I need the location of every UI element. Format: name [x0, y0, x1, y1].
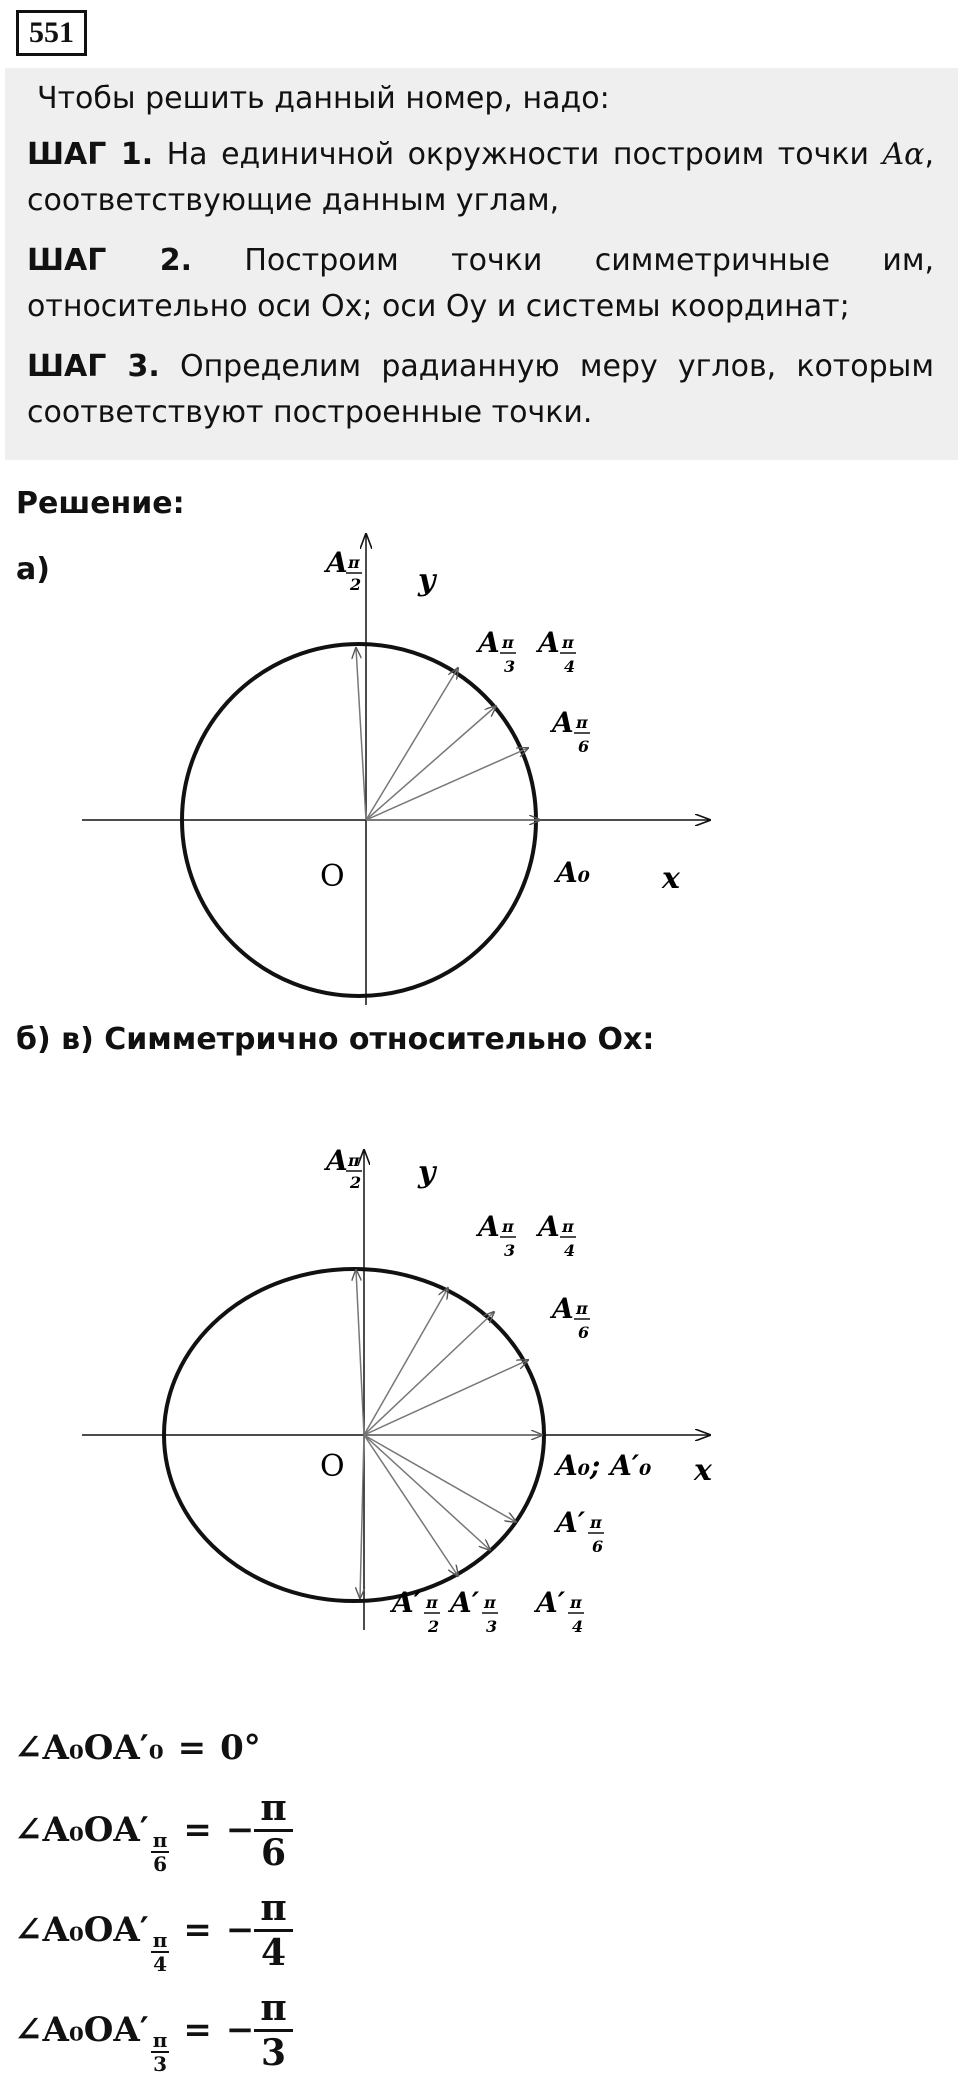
vector-pi6 [366, 748, 528, 820]
formula-1-rhs-num: π [254, 1787, 292, 1832]
label-a-pi4: A [538, 1210, 560, 1243]
label-x: x [662, 861, 680, 896]
label-a-pi2-num: π [348, 1151, 360, 1170]
label-a-pi2: A [326, 546, 348, 579]
step-1-text: На единичной окружности построим точки [166, 137, 869, 172]
label-a-pi3: A [478, 626, 500, 659]
vector-pi2 [356, 1270, 364, 1435]
formula-0-lhs: ∠A₀OA′₀ [14, 1728, 164, 1768]
solution-heading: Решение: [16, 486, 185, 521]
step-3-label: ШАГ 3. [27, 349, 160, 384]
formula-3-rhs-num: π [254, 1987, 292, 2032]
formula-2-rhs-den: 4 [261, 1931, 287, 1974]
step-3 [27, 344, 934, 436]
vector-pi4 [366, 706, 496, 820]
formula-2-lhs: ∠A₀OA′ [14, 1910, 149, 1950]
part-a-label: а) [16, 552, 50, 587]
formula-1-lhs: ∠A₀OA′ [14, 1810, 149, 1850]
equals-sign: = [183, 1910, 212, 1950]
formula-1-sub-num: π [152, 1828, 168, 1852]
formula-2-rhs-num: π [254, 1887, 292, 1932]
label-y: y [418, 563, 436, 598]
formula-2-sub-num: π [152, 1928, 168, 1952]
label-ap-pi3: A′ [450, 1586, 480, 1619]
label-a-pi6-den: 6 [578, 737, 590, 756]
formula-3 [14, 1980, 293, 2080]
label-ap-pi2: A′ [392, 1586, 422, 1619]
part-bv-label: б) в) Симметрично относительно Ох: [16, 1022, 655, 1057]
label-a-pi6-den: 6 [578, 1323, 590, 1342]
vector-neg-pi3 [364, 1435, 458, 1576]
label-a-pi6-num: π [576, 1299, 588, 1318]
equals-sign: = [177, 1728, 207, 1768]
formula-3-sub-num: π [152, 2028, 168, 2052]
formula-3-rhs-den: 3 [261, 2031, 287, 2074]
problem-number: 551 [16, 10, 87, 56]
label-ap-pi4-num: π [570, 1593, 582, 1612]
label-origin: O [320, 859, 345, 894]
label-a-pi3-num: π [502, 1217, 514, 1236]
label-ap-pi4: A′ [536, 1586, 566, 1619]
label-a-pi2-num: π [348, 553, 360, 572]
step-1-tail: , соответствующие данным углам, [27, 137, 934, 218]
step-2-label: ШАГ 2. [27, 243, 192, 278]
equals-sign: = [183, 2010, 212, 2050]
label-ap-pi6-den: 6 [592, 1537, 604, 1556]
label-a0: A₀; A′₀ [556, 1449, 652, 1482]
vector-pi3 [366, 668, 458, 820]
formula-0 [14, 1716, 293, 1780]
label-ap-pi2-num: π [426, 1593, 438, 1612]
formula-1-sub-den: 6 [153, 1852, 168, 1876]
label-a-pi4-num: π [562, 1217, 574, 1236]
task-intro: Чтобы решить данный номер, надо: [37, 81, 610, 116]
task-box [5, 68, 958, 460]
label-a-pi6: A [552, 706, 574, 739]
vector-neg-pi6 [364, 1435, 516, 1522]
label-ap-pi6-num: π [590, 1513, 602, 1532]
label-a-pi6-num: π [576, 713, 588, 732]
equals-sign: = [183, 1810, 212, 1850]
formula-2-rhs [254, 1887, 292, 1974]
label-ap-pi3-num: π [484, 1593, 496, 1612]
formula-3-sub-den: 3 [153, 2052, 168, 2076]
label-a-pi4-num: π [562, 633, 574, 652]
label-a-pi3-den: 3 [504, 657, 516, 676]
formula-3-sub [151, 2029, 170, 2075]
formula-2-sub-den: 4 [153, 1952, 168, 1976]
formula-2-sign: − [225, 1910, 255, 1950]
figure-a [0, 520, 960, 1020]
formula-3-rhs [254, 1987, 292, 2074]
label-origin: O [320, 1449, 345, 1484]
label-ap-pi4-den: 4 [572, 1617, 584, 1636]
formula-1 [14, 1780, 293, 1880]
label-a-pi4-den: 4 [564, 657, 576, 676]
label-x: x [694, 1453, 712, 1488]
vector-pi4 [364, 1312, 494, 1435]
label-a-pi4: A [538, 626, 560, 659]
formula-1-sign: − [225, 1810, 255, 1850]
label-a-pi3-num: π [502, 633, 514, 652]
step-1 [27, 132, 934, 224]
label-ap-pi6: A′ [556, 1506, 586, 1539]
figure-bv [0, 1140, 960, 1660]
formula-1-rhs [254, 1787, 292, 1874]
formula-2-sub [151, 1929, 170, 1975]
step-3-text: Определим радианную меру углов, которым соответствуют построенные точки. [27, 349, 935, 430]
formula-2 [14, 1880, 293, 1980]
label-a-pi2: A [326, 1144, 348, 1177]
label-a-pi2-den: 2 [350, 575, 362, 594]
formula-3-sign: − [225, 2010, 255, 2050]
vector-neg-pi4 [364, 1435, 490, 1550]
step-2 [27, 238, 934, 330]
label-y: y [418, 1155, 436, 1190]
label-a-pi2-den: 2 [350, 1173, 362, 1192]
vector-pi6 [364, 1360, 528, 1435]
formula-3-lhs: ∠A₀OA′ [14, 2010, 149, 2050]
vector-pi2 [356, 648, 366, 820]
label-a0: A₀ [556, 856, 590, 889]
label-a-pi4-den: 4 [564, 1241, 576, 1260]
formula-0-rhs: 0° [220, 1728, 261, 1768]
step-2-text: Построим точки симметричные им, относительно оси Ох; оси Оу и системы координат; [27, 243, 934, 324]
label-a-pi6: A [552, 1292, 574, 1325]
step-1-symbol: Aα [882, 137, 925, 172]
formula-list [14, 1716, 293, 2080]
formula-1-rhs-den: 6 [261, 1831, 287, 1874]
step-1-label: ШАГ 1. [27, 137, 154, 172]
label-ap-pi2-den: 2 [428, 1617, 440, 1636]
formula-1-sub [151, 1829, 170, 1875]
vector-pi3 [364, 1288, 448, 1435]
label-a-pi3: A [478, 1210, 500, 1243]
label-a-pi3-den: 3 [504, 1241, 516, 1260]
label-ap-pi3-den: 3 [486, 1617, 498, 1636]
